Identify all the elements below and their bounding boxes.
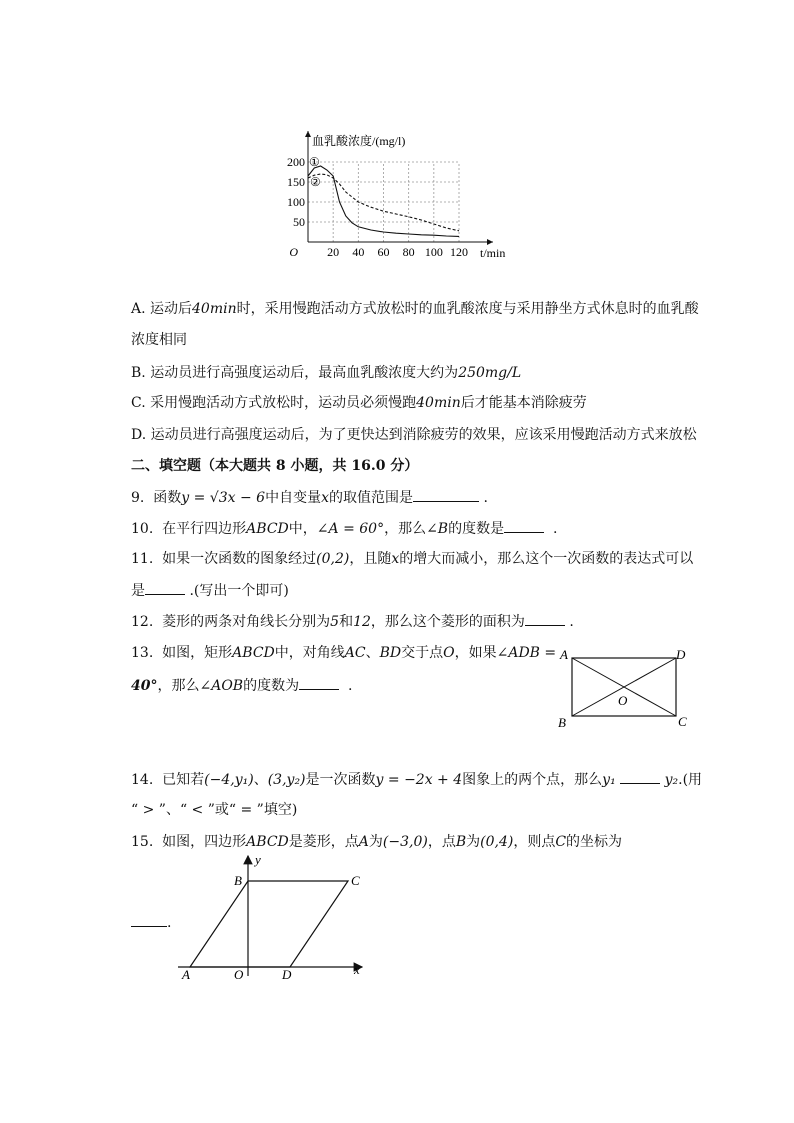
chart-y-tick-150: 150 xyxy=(287,175,305,189)
option-c xyxy=(131,393,587,413)
chart-y-tick-50: 50 xyxy=(293,215,305,229)
option-b-prefix: B. 运动员进行高强度运动后，最高血乳酸浓度大约为 xyxy=(131,365,459,381)
q9-text3: 的取值范围是 xyxy=(328,490,413,506)
q14-text2: 、 xyxy=(253,772,268,788)
q9-end: . xyxy=(483,490,488,506)
question-15-line1 xyxy=(131,832,622,852)
q12-math2: 12 xyxy=(353,614,371,630)
q10-text4: 的度数是 xyxy=(448,521,505,537)
question-15-line2 xyxy=(131,912,171,933)
chart-x-tick-60: 60 xyxy=(377,245,390,259)
q13-line2-math2: ∠AOB xyxy=(199,678,244,694)
q14-number: 14. xyxy=(131,772,154,788)
q13-label-o: O xyxy=(618,693,628,708)
option-c-prefix: C. 采用慢跑活动方式放松时，运动员必须慢跑 xyxy=(131,395,417,411)
q14-math1: (−4,y₁) xyxy=(204,772,254,788)
q11-number: 11. xyxy=(131,551,154,567)
q13-text3: 、 xyxy=(365,645,380,661)
lactate-chart xyxy=(280,125,520,265)
q15-math4: B xyxy=(455,834,467,850)
chart-x-tick-100: 100 xyxy=(424,245,443,259)
chart-x-tick-120: 120 xyxy=(450,245,468,259)
q9-text1: 函数 xyxy=(153,490,182,506)
q13-math1: ABCD xyxy=(232,645,275,661)
q10-math1: ABCD xyxy=(246,521,289,537)
question-14-line2: “ > ”、“ < ”或“ = ”填空) xyxy=(131,802,298,818)
q14-math4: y₁ xyxy=(602,772,616,788)
q15-rhombus xyxy=(190,881,348,967)
q11-text2: ，且随 xyxy=(349,551,392,567)
q9-text2: 中自变量 xyxy=(265,490,322,506)
question-13-line1 xyxy=(131,643,556,663)
q9-var: x xyxy=(321,490,329,506)
q15-text1: 如图，四边形 xyxy=(162,834,247,850)
q13-end: . xyxy=(348,678,353,694)
question-10 xyxy=(131,518,557,539)
q13-math4: O xyxy=(443,645,455,661)
q12-text3: ，那么这个菱形的面积为 xyxy=(370,614,525,630)
q13-label-b: B xyxy=(558,715,566,730)
q9-answer-blank[interactable] xyxy=(413,487,479,502)
q15-rhombus-figure xyxy=(178,852,378,982)
q14-text5: .(用 xyxy=(678,772,703,788)
q15-math2: A xyxy=(358,834,369,850)
q15-label-o: O xyxy=(234,967,244,982)
q15-answer-blank[interactable] xyxy=(131,912,167,927)
q15-label-x: x xyxy=(354,962,360,977)
chart-y-arrow xyxy=(305,131,311,137)
chart-y-tick-200: 200 xyxy=(287,155,305,169)
q15-label-a: A xyxy=(182,967,190,982)
chart-x-tick-80: 80 xyxy=(402,245,415,259)
question-11-line2 xyxy=(131,580,289,601)
chart-y-tick-100: 100 xyxy=(287,195,305,209)
q15-label-c: C xyxy=(351,873,360,888)
chart-series-2-label: ② xyxy=(310,175,321,189)
chart-origin-label: O xyxy=(289,245,298,259)
q15-number: 15. xyxy=(131,834,154,850)
q15-text4: ，点 xyxy=(427,834,456,850)
chart-y-axis-label: 血乳酸浓度/(mg/l) xyxy=(312,134,406,148)
q11-line2a: 是 xyxy=(131,583,145,599)
q14-answer-blank[interactable] xyxy=(620,769,660,784)
q14-math2: (3,y₂) xyxy=(267,772,306,788)
question-9 xyxy=(131,487,488,508)
option-d: D. 运动员进行高强度运动后，为了更快达到消除疲劳的效果，应该采用慢跑活动方式来放松 xyxy=(131,427,697,443)
q15-label-d: D xyxy=(282,967,292,982)
q13-math2: AC xyxy=(344,645,366,661)
q11-answer-blank[interactable] xyxy=(145,580,185,595)
q14-math3: y = −2x + 4 xyxy=(375,772,463,788)
q10-math2: ∠A = 60° xyxy=(316,521,385,537)
chart-x-arrow xyxy=(487,239,493,245)
q13-text1: 如图，矩形 xyxy=(162,645,233,661)
question-13-line2 xyxy=(131,675,352,696)
q13-label-d: D xyxy=(676,647,686,662)
option-a-rest: 时，采用慢跑活动方式放松时的血乳酸浓度与采用静坐方式休息时的血乳酸 xyxy=(236,301,699,317)
option-a-prefix: A. 运动后 xyxy=(131,301,193,317)
option-a-line2: 浓度相同 xyxy=(131,332,187,348)
option-c-math: 40min xyxy=(416,395,461,411)
q15-text3: 为 xyxy=(368,834,383,850)
chart-x-tick-20: 20 xyxy=(327,245,340,259)
q11-text1: 如果一次函数的图象经过 xyxy=(162,551,317,567)
q11-var: x xyxy=(391,551,400,567)
q12-end: . xyxy=(569,614,574,630)
question-12 xyxy=(131,611,574,632)
option-c-rest: 后才能基本消除疲劳 xyxy=(460,395,587,411)
q14-text3: 是一次函数 xyxy=(305,772,376,788)
q13-line2a: ，那么 xyxy=(157,678,200,694)
q12-math1: 5 xyxy=(330,614,340,630)
q13-label-c: C xyxy=(678,714,687,729)
q15-math3: (−3,0) xyxy=(382,834,428,850)
q13-rectangle-figure xyxy=(555,645,695,735)
q10-number: 10. xyxy=(131,521,154,537)
q13-line2-math: 40° xyxy=(131,678,158,694)
q12-text1: 菱形的两条对角线长分别为 xyxy=(162,614,331,630)
q13-text2: 中，对角线 xyxy=(274,645,345,661)
q14-text1: 已知若 xyxy=(162,772,205,788)
chart-x-axis-label: t/min xyxy=(480,246,506,260)
q10-text2: 中， xyxy=(288,521,317,537)
q15-math1: ABCD xyxy=(246,834,289,850)
q10-math3: ∠B xyxy=(426,521,449,537)
question-14-line1 xyxy=(131,769,702,790)
q9-number: 9. xyxy=(131,490,145,506)
q15-math6: C xyxy=(555,834,567,850)
option-b xyxy=(131,363,521,383)
q13-label-a: A xyxy=(560,647,568,662)
q9-math: y = √3x − 6 xyxy=(181,490,266,506)
q11-line2b: .(写出一个即可) xyxy=(189,583,289,599)
q13-math3: BD xyxy=(379,645,402,661)
option-a-line1 xyxy=(131,299,699,319)
q13-number: 13. xyxy=(131,645,154,661)
q13-math5: ∠ADB = xyxy=(496,645,557,661)
chart-series-1-label: ① xyxy=(309,155,320,169)
chart-x-tick-40: 40 xyxy=(352,245,365,259)
q15-text5: 为 xyxy=(466,834,481,850)
q10-text3: ，那么 xyxy=(384,521,427,537)
q12-answer-blank[interactable] xyxy=(525,611,565,626)
q11-math1: (0,2) xyxy=(316,551,350,567)
question-11-line1 xyxy=(131,549,693,569)
q11-text3: 的增大而减小，那么这个一次函数的表达式可以 xyxy=(399,551,694,567)
option-a-math: 40min xyxy=(192,301,237,317)
q14-math5: y₂ xyxy=(664,772,679,788)
q12-text2: 和 xyxy=(339,614,354,630)
q15-label-y: y xyxy=(255,852,261,867)
q10-text1: 在平行四边形 xyxy=(162,521,247,537)
q13-text4: 交于点 xyxy=(401,645,444,661)
option-b-math: 250mg/L xyxy=(458,365,522,381)
q13-answer-blank[interactable] xyxy=(299,675,339,690)
q15-text2: 是菱形，点 xyxy=(288,834,359,850)
q12-number: 12. xyxy=(131,614,154,630)
q14-text4: 图象上的两个点，那么 xyxy=(462,772,603,788)
q15-text7: 的坐标为 xyxy=(566,834,623,850)
q15-end: . xyxy=(167,915,172,931)
section-title: 二、填空题（本大题共 8 小题，共 16.0 分） xyxy=(131,458,419,474)
q15-text6: ，则点 xyxy=(513,834,556,850)
q13-line2b: 的度数为 xyxy=(243,678,300,694)
q10-answer-blank[interactable] xyxy=(504,518,544,533)
q15-math5: (0,4) xyxy=(480,834,514,850)
q13-text5: ，如果 xyxy=(454,645,497,661)
q15-label-b: B xyxy=(234,873,242,888)
q10-end: . xyxy=(553,521,558,537)
